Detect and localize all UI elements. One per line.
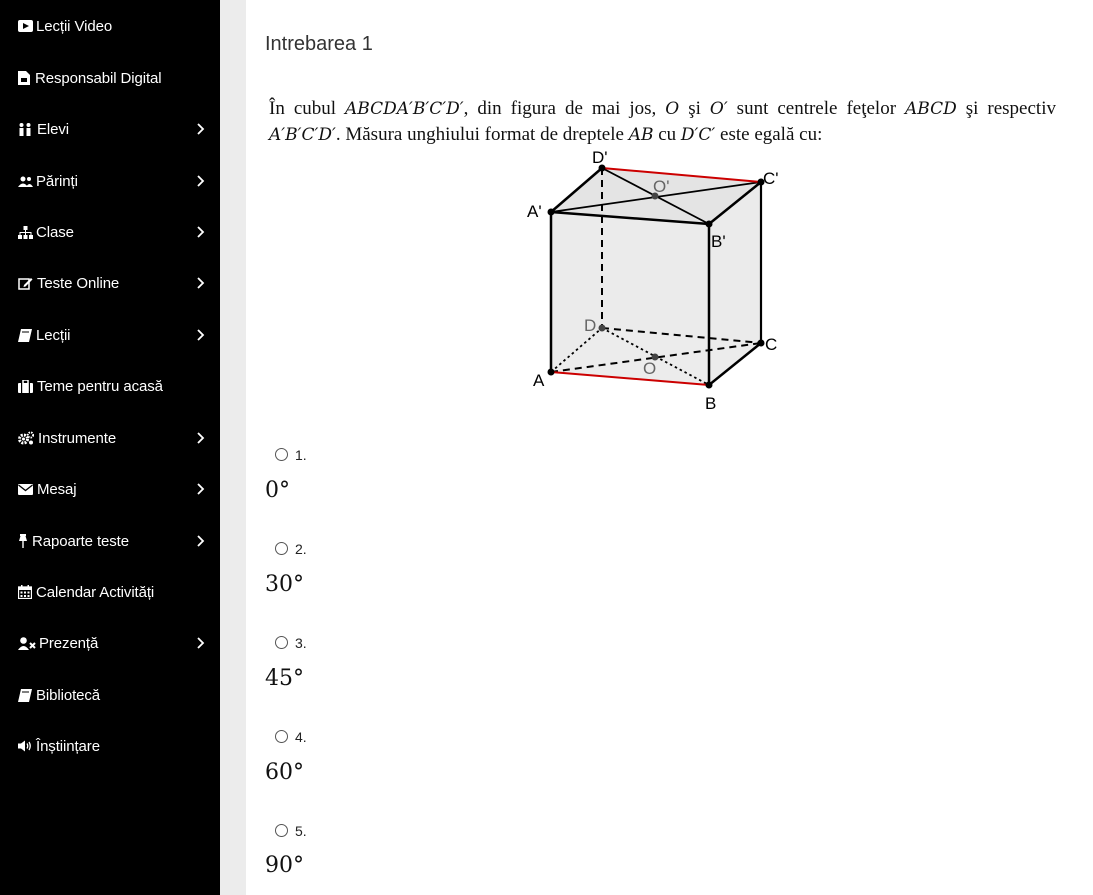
sidebar-item-label: Înștiințare [36,737,100,755]
sidebar-item-label: Elevi [37,120,70,138]
chevron-right-icon [195,534,207,548]
sidebar-item-label: Clase [36,223,74,241]
chevron-right-icon [195,636,207,650]
briefcase-icon [18,379,37,393]
gears-icon [18,431,38,445]
answer-value: 0° [265,478,290,503]
sidebar-item-prezenta[interactable] [0,628,220,658]
book-icon [18,328,36,342]
chevron-right-icon [195,276,207,290]
chevron-right-icon [195,225,207,239]
sidebar-item-label: Prezență [39,634,99,652]
sidebar-item-label: Teste Online [37,274,120,292]
sidebar-item-label: Calendar Activități [36,583,155,601]
point-c [758,340,765,347]
sidebar-item-teste-online[interactable] [0,268,220,298]
chevron-right-icon [195,122,207,136]
answer-radio-5[interactable] [275,824,288,837]
label-d1: D' [592,148,608,167]
answer-radio-3[interactable] [275,636,288,649]
point-b1 [706,221,713,228]
sidebar-item-label: Rapoarte teste [32,532,129,550]
chevron-right-icon [195,431,207,445]
sidebar-item-instiintare[interactable] [0,731,220,761]
answer-radio-4[interactable] [275,730,288,743]
answer-value: 30° [265,572,304,597]
sidebar-item-label: Părinți [36,172,78,190]
sidebar [0,0,220,895]
sidebar-item-mesaj[interactable] [0,474,220,504]
answer-value: 45° [265,666,304,691]
pin-icon [18,534,32,548]
answer-number: 1. [295,447,307,463]
chevron-right-icon [195,482,207,496]
main-content [246,0,1093,895]
point-b [706,382,713,389]
sitemap-icon [18,225,36,239]
sidebar-item-instrumente[interactable] [0,423,220,453]
content-gutter [220,0,246,895]
label-c: C [765,335,778,354]
sidebar-item-label: Bibliotecă [36,686,101,704]
sidebar-item-lectii-video[interactable] [0,11,220,41]
user-x-icon [18,636,39,650]
sidebar-item-rapoarte-teste[interactable] [0,526,220,556]
point-a1 [548,209,555,216]
sidebar-item-biblioteca[interactable] [0,680,220,710]
sidebar-item-lectii[interactable] [0,320,220,350]
chevron-right-icon [195,328,207,342]
label-o1: O' [653,177,670,196]
answer-number: 3. [295,635,307,651]
label-b1: B' [711,232,726,251]
sidebar-item-clase[interactable] [0,217,220,247]
envelope-icon [18,482,37,496]
sidebar-item-label: Lecții Video [36,17,113,35]
label-a: A [533,371,545,390]
point-d [599,325,606,332]
users-icon [18,174,36,188]
label-b: B [705,394,717,413]
question-text: În cubul ABCDA′B′C′D′, din figura de mai jos, O şi O′ sunt centrele feţelor ABCD şi respectiv A′B′C′D′. Măsura unghiului format de dreptele AB cu D′C′ este egală cu: [269,98,1056,145]
sidebar-item-elevi[interactable] [0,114,220,144]
video-icon [18,19,36,33]
book-icon [18,688,36,702]
answer-number: 4. [295,729,307,745]
sidebar-item-label: Responsabil Digital [35,69,162,87]
sidebar-item-teme-pentru-acasa[interactable] [0,371,220,401]
students-icon [18,122,37,136]
sidebar-item-parinti[interactable] [0,166,220,196]
sidebar-item-label: Mesaj [37,480,77,498]
answer-value: 60° [265,760,304,785]
answer-value: 90° [265,853,304,878]
label-d: D [584,316,597,335]
sidebar-item-responsabil-digital[interactable] [0,63,220,93]
sidebar-item-calendar-activitati[interactable] [0,577,220,607]
calendar-icon [18,585,36,599]
chevron-right-icon [195,174,207,188]
point-a [548,369,555,376]
sidebar-item-label: Teme pentru acasă [37,377,163,395]
document-icon [18,71,35,85]
question-title: Intrebarea 1 [265,33,373,55]
cube-figure [517,144,787,419]
label-o: O [643,359,657,378]
edit-icon [18,276,37,290]
sidebar-item-label: Lecții [36,326,71,344]
answer-radio-1[interactable] [275,448,288,461]
label-c1: C' [763,169,779,188]
label-a1: A' [527,202,542,221]
answer-number: 5. [295,823,307,839]
answer-number: 2. [295,541,307,557]
answer-radio-2[interactable] [275,542,288,555]
sidebar-item-label: Instrumente [38,429,117,447]
megaphone-icon [18,739,36,753]
